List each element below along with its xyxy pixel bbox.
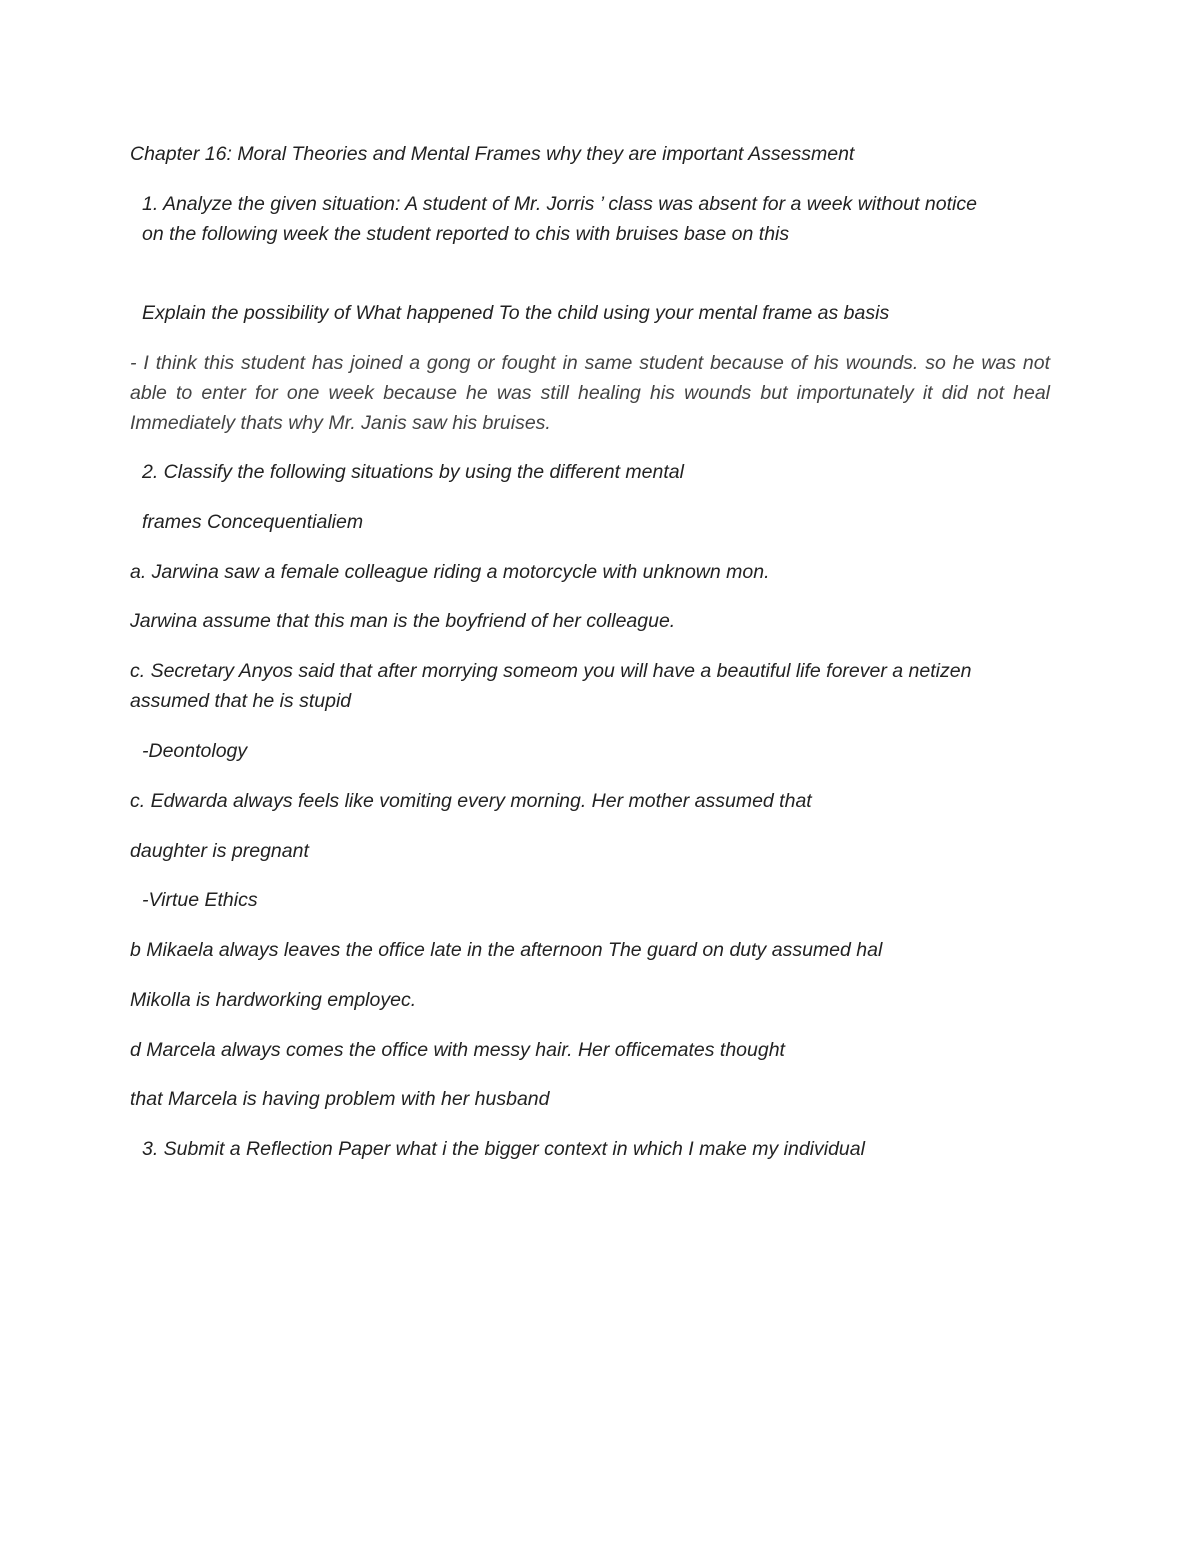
frame-label-deontology: -Deontology (142, 740, 248, 762)
item-b-line-1: b Mikaela always leaves the office late in the afternoon The guard on duty assumed hal (130, 939, 883, 961)
frame-label-virtue-ethics: -Virtue Ethics (142, 889, 258, 911)
question-1-instruction: Explain the possibility of What happened To the child using your mental frame as basis (142, 302, 890, 324)
question-2-prompt: 2. Classify the following situations by using the different mental (142, 461, 684, 483)
item-a-line-1: a. Jarwina saw a female colleague riding a motorcycle with unknown mon. (130, 561, 770, 583)
frame-label-consequentialism: frames Concequentialiem (142, 511, 364, 533)
question-3-prompt: 3. Submit a Reflection Paper what i the bigger context in which I make my individual (142, 1138, 865, 1160)
item-c-edwarda-line-2: daughter is pregnant (130, 840, 309, 862)
item-b-line-2: Mikolla is hardworking employec. (130, 989, 417, 1011)
question-1-prompt: 1. Analyze the given situation: A student of Mr. Jorris ’ class was absent for a week without notice on the following week the student reported to chis with bruises base on this (142, 193, 977, 245)
question-1-answer: - I think this student has joined a gong or fought in same student because of his wounds. so he was not able to enter for one week because he was still healing his wounds but importunately it did not heal Immediately thats why Mr. Janis saw his bruises. (130, 352, 1050, 434)
item-c-edwarda-line-1: c. Edwarda always feels like vomiting every morning. Her mother assumed that (130, 790, 812, 812)
item-d-line-2: that Marcela is having problem with her husband (130, 1088, 550, 1110)
item-c-secretary: c. Secretary Anyos said that after morrying someom you will have a beautiful life forever a netizen assumed that he is stupid (130, 660, 972, 712)
document-title: Chapter 16: Moral Theories and Mental Frames why they are important Assessment (130, 143, 855, 165)
item-d-line-1: d Marcela always comes the office with messy hair. Her officemates thought (130, 1039, 785, 1061)
item-a-line-2: Jarwina assume that this man is the boyfriend of her colleague. (130, 610, 676, 632)
